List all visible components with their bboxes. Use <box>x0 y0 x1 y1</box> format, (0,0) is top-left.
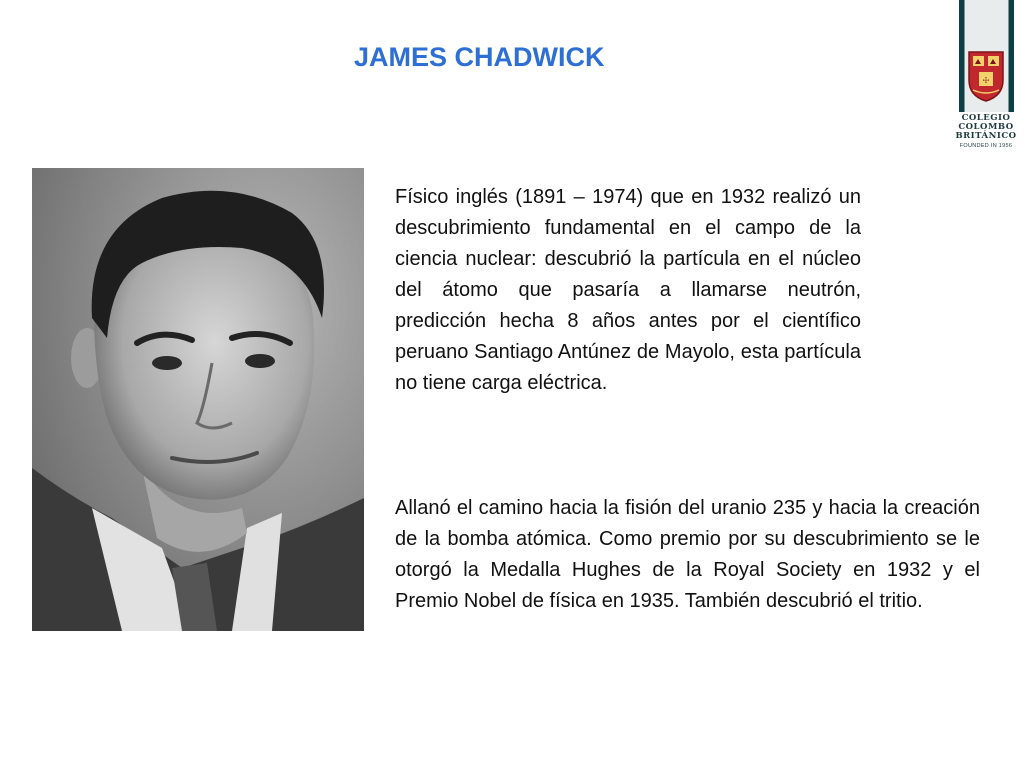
logo-line-britanico: BRITÁNICO <box>955 131 1017 141</box>
logo-line-colombo: COLOMBO <box>958 122 1014 132</box>
slide-title: JAMES CHADWICK <box>354 42 605 72</box>
portrait-photo <box>32 168 364 631</box>
logo-line-colegio: COLEGIO <box>961 113 1011 123</box>
logo-founded: FOUNDED IN 1956 <box>959 143 1013 149</box>
portrait-illustration <box>32 168 364 631</box>
school-crest-icon <box>967 50 1005 102</box>
paragraph-achievements: Allanó el camino hacia la fisión del uranio 235 y hacia la creación de la bomba atómica. Como premio por su descubrimiento se le otorgó la Medalla Hughes de la Royal Society en 1932 y el Premio Nobel de física en 1935. También descubrió el tritio. <box>395 497 980 612</box>
paragraph-biography: Físico inglés (1891 – 1974) que en 1932 realizó un descubrimiento fundamental en el campo de la ciencia nuclear: descubrió la partícula en el núcleo del átomo que pasaría a llamarse neutrón, predicción hecha 8 años antes por el científico peruano Santiago Antúnez de Mayolo, esta partícula no tiene carga eléctrica. <box>395 186 861 394</box>
school-logo <box>955 0 1017 155</box>
svg-text:☩: ☩ <box>982 76 990 85</box>
